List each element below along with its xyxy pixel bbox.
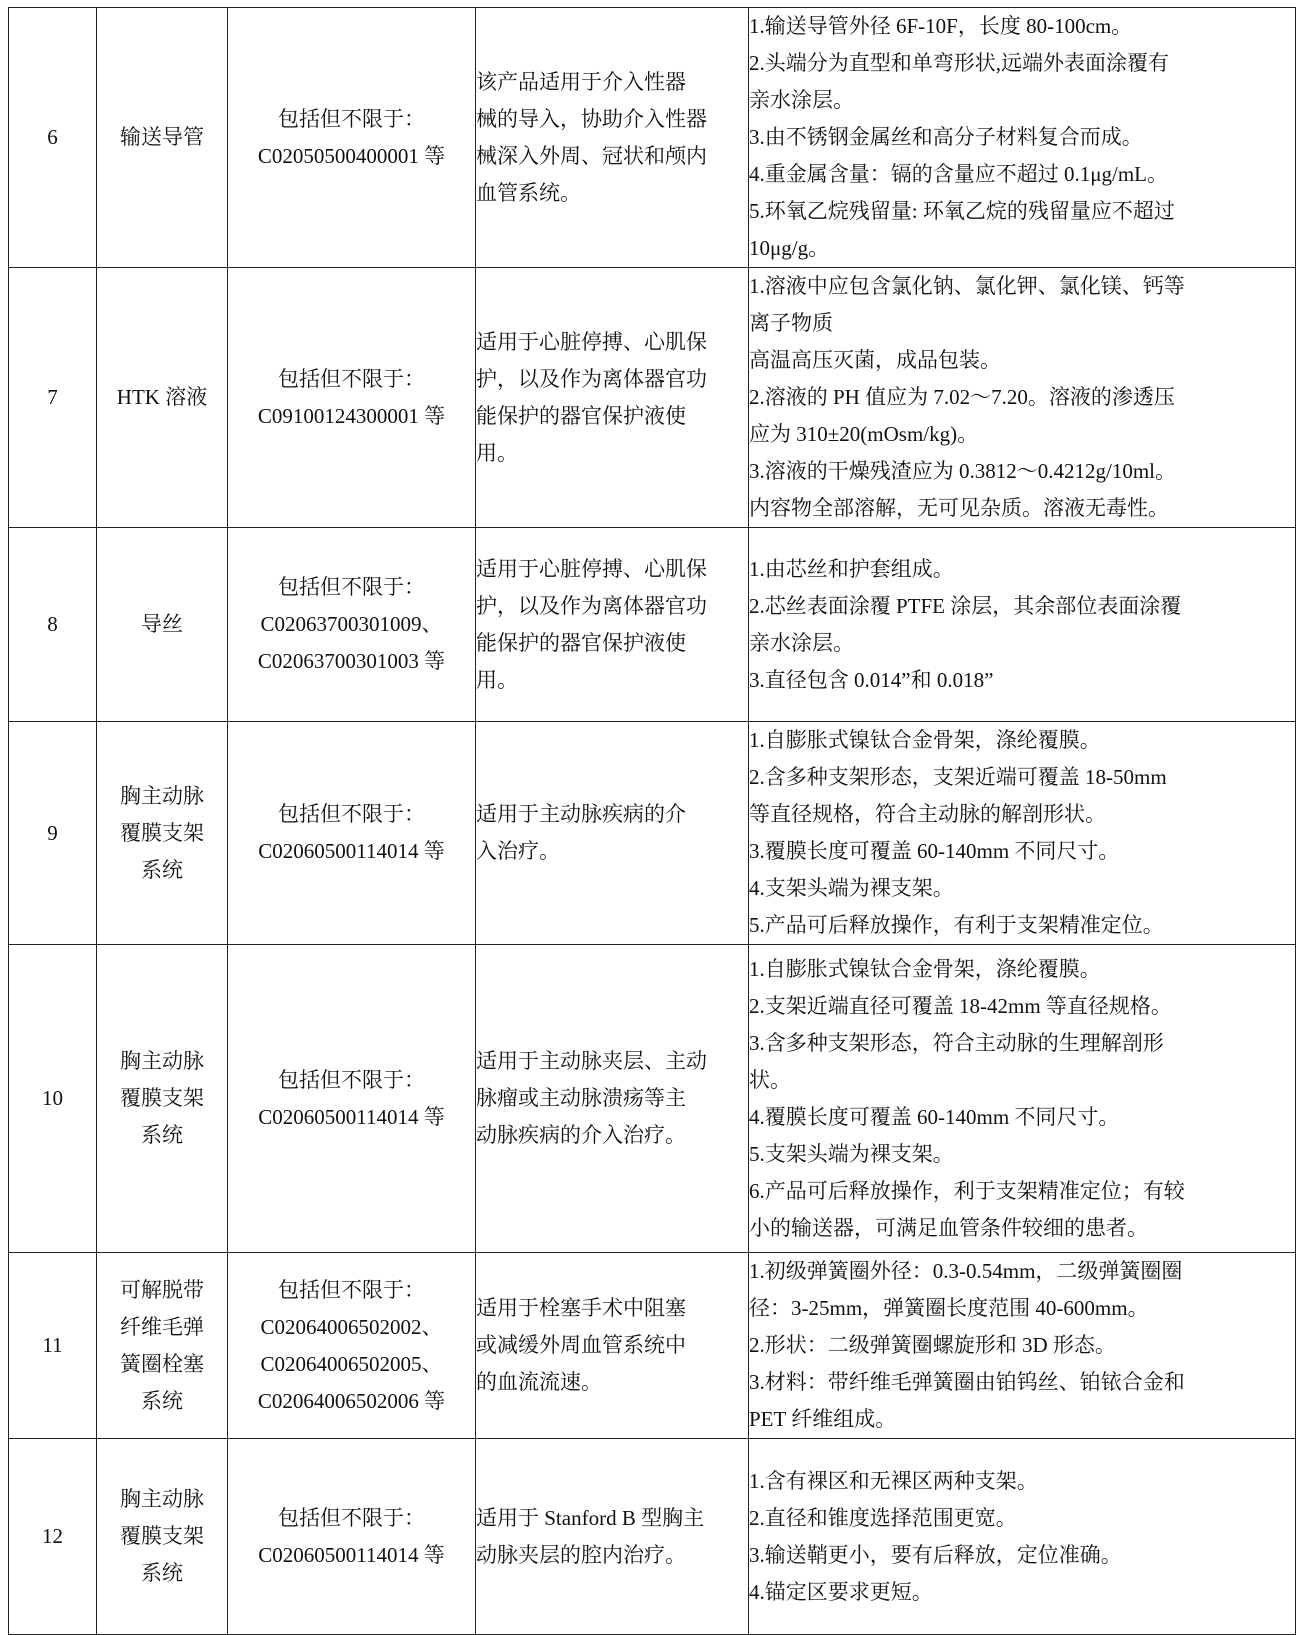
- row-number: 11: [9, 1253, 97, 1439]
- product-spec: 1.输送导管外径 6F-10F，长度 80-100cm。 2.头端分为直型和单弯形状,远端外表面涂覆有 亲水涂层。 3.由不锈钢金属丝和高分子材料复合而成。 4.重金属含量：镉的含量应不超过 0.1μg/mL。 5.环氧乙烷残留量: 环氧乙烷的残留量应不超过 10μg/g。: [749, 8, 1296, 268]
- product-spec: 1.由芯丝和护套组成。 2.芯丝表面涂覆 PTFE 涂层，其余部位表面涂覆 亲水涂层。 3.直径包含 0.014”和 0.018”: [749, 528, 1296, 722]
- product-spec: 1.含有裸区和无裸区两种支架。 2.直径和锥度选择范围更宽。 3.输送鞘更小，要有后释放，定位准确。 4.锚定区要求更短。: [749, 1439, 1296, 1635]
- product-usage: 适用于心脏停搏、心肌保 护，以及作为离体器官功 能保护的器官保护液使 用。: [476, 528, 749, 722]
- product-name: 输送导管: [97, 8, 228, 268]
- table-row: [9, 8, 1296, 268]
- product-code: 包括但不限于： C02060500114014 等: [228, 945, 476, 1253]
- product-spec: 1.自膨胀式镍钛合金骨架，涤纶覆膜。 2.支架近端直径可覆盖 18-42mm 等直径规格。 3.含多种支架形态，符合主动脉的生理解剖形 状。 4.覆膜长度可覆盖 60-140mm 不同尺寸。 5.支架头端为裸支架。 6.产品可后释放操作，利于支架精准定位；有较 小的输送器，可满足血管条件较细的患者。: [749, 945, 1296, 1253]
- product-code: 包括但不限于： C02064006502002、 C02064006502005、 C02064006502006 等: [228, 1253, 476, 1439]
- table-row: [9, 1253, 1296, 1439]
- row-number: 12: [9, 1439, 97, 1635]
- product-code: 包括但不限于： C02050500400001 等: [228, 8, 476, 268]
- product-usage: 适用于主动脉疾病的介 入治疗。: [476, 722, 749, 945]
- product-usage: 适用于栓塞手术中阻塞 或减缓外周血管系统中 的血流流速。: [476, 1253, 749, 1439]
- product-code: 包括但不限于： C02063700301009、 C02063700301003 等: [228, 528, 476, 722]
- product-spec: 1.自膨胀式镍钛合金骨架，涤纶覆膜。 2.含多种支架形态，支架近端可覆盖 18-50mm 等直径规格，符合主动脉的解剖形状。 3.覆膜长度可覆盖 60-140mm 不同尺寸。 4.支架头端为裸支架。 5.产品可后释放操作，有利于支架精准定位。: [749, 722, 1296, 945]
- product-code: 包括但不限于： C02060500114014 等: [228, 1439, 476, 1635]
- product-spec: 1.溶液中应包含氯化钠、氯化钾、氯化镁、钙等 离子物质 高温高压灭菌，成品包装。 2.溶液的 PH 值应为 7.02～7.20。溶液的渗透压 应为 310±20(mOsm/kg)。 3.溶液的干燥残渣应为 0.3812～0.4212g/10ml。 内容物全部溶解，无可见杂质。溶液无毒性。: [749, 268, 1296, 528]
- product-usage: 适用于主动脉夹层、主动 脉瘤或主动脉溃疡等主 动脉疾病的介入治疗。: [476, 945, 749, 1253]
- product-table: [8, 7, 1296, 1635]
- product-name: 胸主动脉 覆膜支架 系统: [97, 722, 228, 945]
- product-name: 胸主动脉 覆膜支架 系统: [97, 1439, 228, 1635]
- row-number: 9: [9, 722, 97, 945]
- product-name: HTK 溶液: [97, 268, 228, 528]
- row-number: 7: [9, 268, 97, 528]
- table-row: [9, 945, 1296, 1253]
- table-row: [9, 268, 1296, 528]
- table-row: [9, 1439, 1296, 1635]
- product-spec: 1.初级弹簧圈外径：0.3-0.54mm，二级弹簧圈圈 径：3-25mm，弹簧圈长度范围 40-600mm。 2.形状：二级弹簧圈螺旋形和 3D 形态。 3.材料：带纤维毛弹簧圈由铂钨丝、铂铱合金和 PET 纤维组成。: [749, 1253, 1296, 1439]
- row-number: 8: [9, 528, 97, 722]
- product-code: 包括但不限于： C09100124300001 等: [228, 268, 476, 528]
- product-usage: 该产品适用于介入性器 械的导入，协助介入性器 械深入外周、冠状和颅内 血管系统。: [476, 8, 749, 268]
- product-name: 导丝: [97, 528, 228, 722]
- table-row: [9, 528, 1296, 722]
- row-number: 10: [9, 945, 97, 1253]
- row-number: 6: [9, 8, 97, 268]
- product-name: 可解脱带 纤维毛弹 簧圈栓塞 系统: [97, 1253, 228, 1439]
- product-usage: 适用于心脏停搏、心肌保 护，以及作为离体器官功 能保护的器官保护液使 用。: [476, 268, 749, 528]
- product-name: 胸主动脉 覆膜支架 系统: [97, 945, 228, 1253]
- product-usage: 适用于 Stanford B 型胸主 动脉夹层的腔内治疗。: [476, 1439, 749, 1635]
- product-code: 包括但不限于： C02060500114014 等: [228, 722, 476, 945]
- table-row: [9, 722, 1296, 945]
